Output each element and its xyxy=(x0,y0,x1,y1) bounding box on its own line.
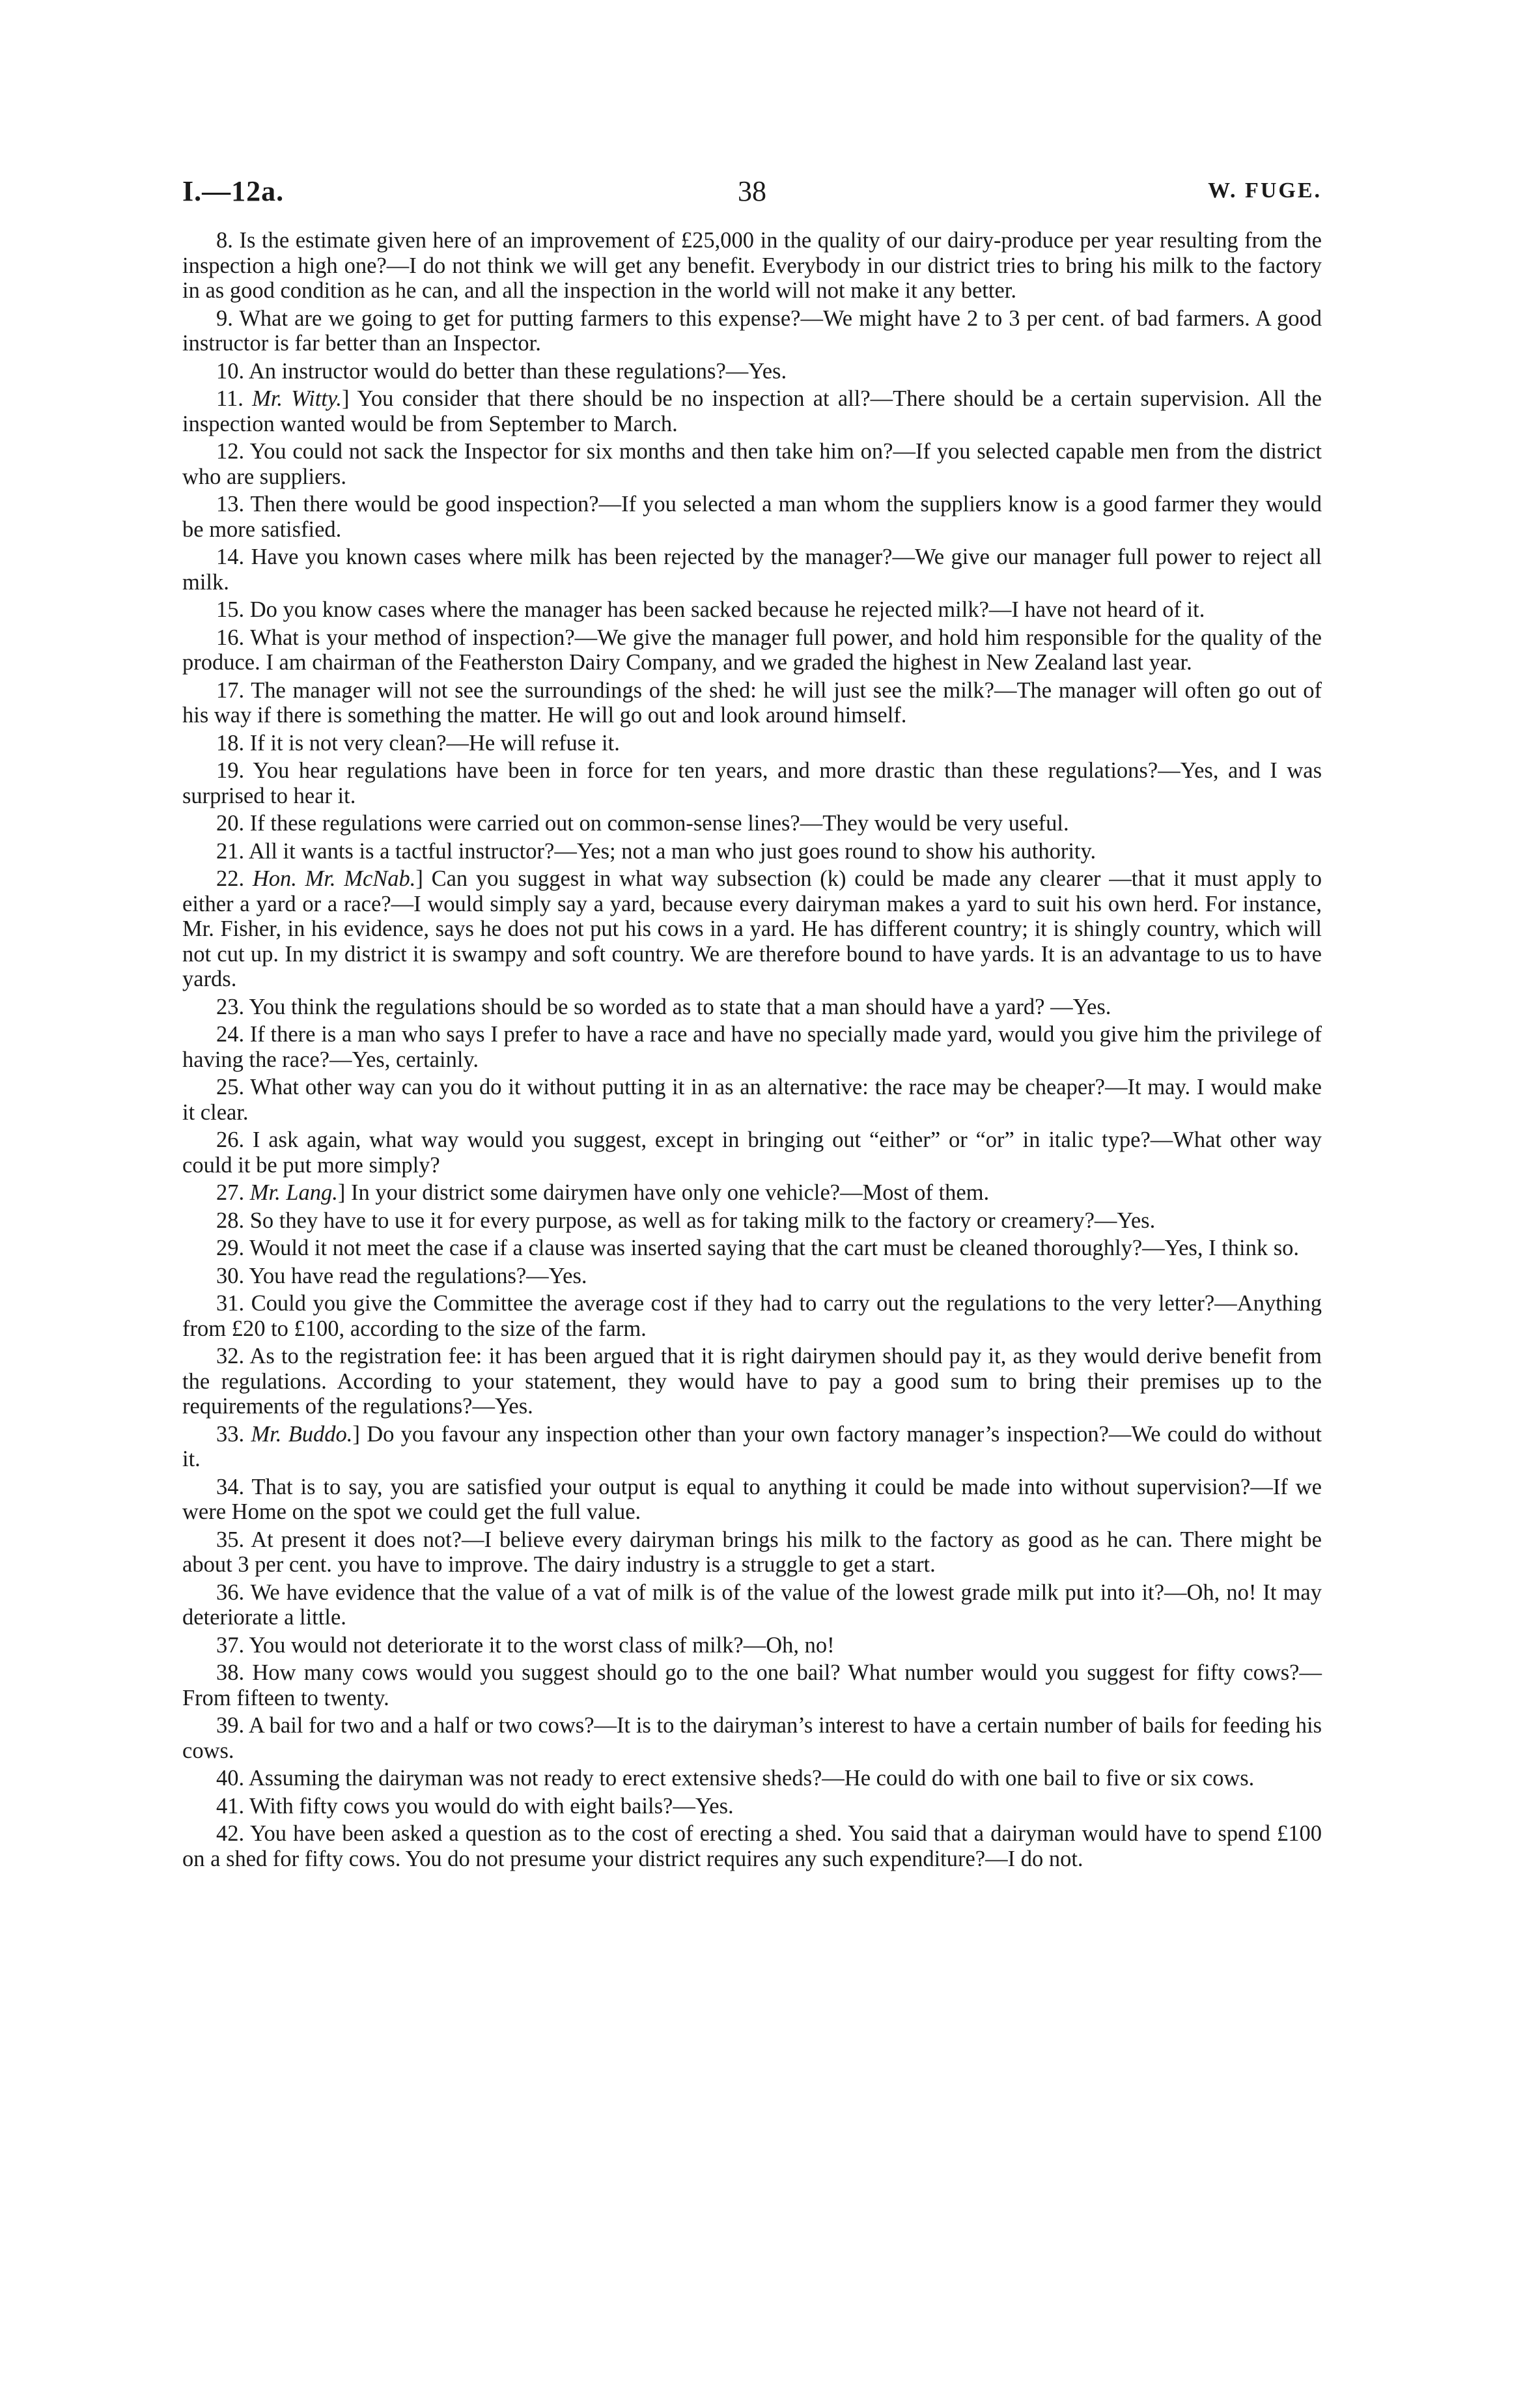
paragraph-text: 8. Is the estimate given here of an improvement of £25,000 in the quality of our dairy-produce per year resulting from the inspection a high one?—I do not think we will get any benefit. Everybody in our district tries to bring his milk to the factory in as good condition as he can, and all the inspection in the world will not make it any better. xyxy=(182,228,1322,303)
paragraph-text: 29. Would it not meet the case if a clause was inserted saying that the cart must be cleaned thoroughly?—Yes, I think so. xyxy=(216,1236,1300,1260)
paragraph-text: 13. Then there would be good inspection?—If you selected a man whom the suppliers know is a good farmer they would be more satisfied. xyxy=(182,492,1322,542)
speaker-name: Hon. Mr. McNab. xyxy=(252,866,416,891)
evidence-paragraph xyxy=(182,758,1322,808)
question-number: 27. xyxy=(216,1180,250,1205)
evidence-paragraph xyxy=(182,545,1322,595)
evidence-paragraph xyxy=(182,1291,1322,1341)
paragraph-text: 35. At present it does not?—I believe every dairyman brings his milk to the factory as good as he can. There might be about 3 per cent. you have to improve. The dairy industry is a struggle to get a start. xyxy=(182,1527,1322,1577)
paragraph-text: 32. As to the registration fee: it has been argued that it is right dairymen should pay it, as they would derive benefit from the regulations. According to your statement, they would have to pay a good sum to bring their premises up to the requirements of the regulations?—Yes. xyxy=(182,1344,1322,1419)
paragraph-text: 25. What other way can you do it without putting it in as an alternative: the race may be cheaper?—It may. I would make it clear. xyxy=(182,1075,1322,1125)
paragraph-text: 21. All it wants is a tactful instructor?—Yes; not a man who just goes round to show his authority. xyxy=(216,838,1097,864)
paragraph-text: 40. Assuming the dairyman was not ready to erect extensive sheds?—He could do with one bail to five or six cows. xyxy=(216,1766,1255,1791)
paragraph-text: 10. An instructor would do better than these regulations?—Yes. xyxy=(216,358,787,384)
paragraph-text: ] Do you favour any inspection other than your own factory manager’s inspection?—We could do without it. xyxy=(182,1421,1322,1471)
evidence-paragraph xyxy=(182,731,1322,756)
paragraph-text: 9. What are we going to get for putting farmers to this expense?—We might have 2 to 3 per cent. of bad farmers. A good instructor is far better than an Inspector. xyxy=(182,305,1322,356)
evidence-paragraph xyxy=(182,1236,1322,1261)
evidence-paragraph xyxy=(182,492,1322,542)
evidence-paragraph xyxy=(182,625,1322,675)
evidence-paragraph xyxy=(182,995,1322,1020)
paragraph-text: 14. Have you known cases where milk has been rejected by the manager?—We give our manager full power to reject all milk. xyxy=(182,545,1322,595)
paragraph-text: 30. You have read the regulations?—Yes. xyxy=(216,1263,587,1288)
evidence-paragraph xyxy=(182,1794,1322,1819)
paragraph-text: 20. If these regulations were carried out on common-sense lines?—They would be very useful. xyxy=(216,811,1069,836)
page-header xyxy=(182,175,1322,214)
paragraph-text: 28. So they have to use it for every purpose, as well as for taking milk to the factory or creamery?—Yes. xyxy=(216,1208,1156,1233)
witness-name: W. FUGE. xyxy=(1208,178,1322,203)
paragraph-text: 39. A bail for two and a half or two cows?—It is to the dairyman’s interest to have a certain number of bails for feeding his cows. xyxy=(182,1713,1322,1763)
evidence-paragraph xyxy=(182,866,1322,992)
paragraph-text: 38. How many cows would you suggest should go to the one bail? What number would you suggest for fifty cows?—From fifteen to twenty. xyxy=(182,1660,1322,1710)
question-number: 33. xyxy=(216,1421,251,1447)
question-number: 11. xyxy=(216,386,253,411)
evidence-paragraph xyxy=(182,811,1322,836)
page-number: 38 xyxy=(738,175,766,207)
paragraph-text: 34. That is to say, you are satisfied your output is equal to anything it could be made into without supervision?—If we were Home on the spot we could get the full value. xyxy=(182,1474,1322,1524)
paragraph-text: 42. You have been asked a question as to the cost of erecting a shed. You said that a dairyman would have to spend £100 on a shed for fifty cows. You do not presume your district requires any such expenditure?—I do not. xyxy=(182,1821,1322,1871)
speaker-name: Mr. Buddo. xyxy=(251,1421,353,1447)
evidence-paragraph xyxy=(182,1633,1322,1658)
evidence-paragraph xyxy=(182,1766,1322,1791)
evidence-paragraph xyxy=(182,1208,1322,1234)
evidence-paragraph xyxy=(182,1660,1322,1710)
paragraph-text: 24. If there is a man who says I prefer to have a race and have no specially made yard, would you give him the privilege of having the race?—Yes, certainly. xyxy=(182,1022,1322,1072)
speaker-name: Mr. Lang. xyxy=(249,1180,338,1205)
evidence-paragraph xyxy=(182,1821,1322,1871)
evidence-paragraph xyxy=(182,359,1322,384)
report-reference: I.—12a. xyxy=(182,175,285,207)
evidence-paragraph xyxy=(182,1344,1322,1419)
evidence-paragraph xyxy=(182,1422,1322,1472)
evidence-paragraph xyxy=(182,1475,1322,1525)
paragraph-text: ] You consider that there should be no inspection at all?—There should be a certain supervision. All the inspection wanted would be from September to March. xyxy=(182,386,1322,436)
evidence-paragraph xyxy=(182,1264,1322,1289)
paragraph-text: 12. You could not sack the Inspector for six months and then take him on?—If you selected capable men from the district who are suppliers. xyxy=(182,439,1322,489)
evidence-paragraph xyxy=(182,228,1322,304)
speaker-name: Mr. Witty. xyxy=(252,386,342,411)
paragraph-text: 15. Do you know cases where the manager has been sacked because he rejected milk?—I have not heard of it. xyxy=(216,597,1205,622)
evidence-paragraph xyxy=(182,1075,1322,1125)
evidence-paragraph xyxy=(182,1127,1322,1178)
paragraph-text: 41. With fifty cows you would do with eight bails?—Yes. xyxy=(216,1793,734,1819)
evidence-paragraph xyxy=(182,439,1322,489)
paragraph-text: 17. The manager will not see the surroundings of the shed: he will just see the milk?—The manager will often go out of his way if there is something the matter. He will go out and look around himself. xyxy=(182,677,1322,728)
evidence-paragraph xyxy=(182,1022,1322,1072)
evidence-text xyxy=(182,228,1322,1874)
paragraph-text: 31. Could you give the Committee the average cost if they had to carry out the regulations to the very letter?—Anything from £20 to £100, according to the size of the farm. xyxy=(182,1291,1322,1341)
paragraph-text: 23. You think the regulations should be so worded as to state that a man should have a yard? —Yes. xyxy=(216,994,1111,1019)
paragraph-text: 26. I ask again, what way would you suggest, except in bringing out “either” or “or” in italic type?—What other way could it be put more simply? xyxy=(182,1127,1322,1178)
paragraph-text: 16. What is your method of inspection?—We give the manager full power, and hold him responsible for the quality of the produce. I am chairman of the Featherston Dairy Company, and we graded the highest in New Zealand last year. xyxy=(182,625,1322,675)
paragraph-text: 37. You would not deteriorate it to the worst class of milk?—Oh, no! xyxy=(216,1632,835,1658)
evidence-paragraph xyxy=(182,1527,1322,1578)
evidence-paragraph xyxy=(182,1580,1322,1630)
paragraph-text: 19. You hear regulations have been in force for ten years, and more drastic than these regulations?—Yes, and I was surprised to hear it. xyxy=(182,758,1322,808)
paragraph-text: 18. If it is not very clean?—He will refuse it. xyxy=(216,730,620,756)
evidence-paragraph xyxy=(182,386,1322,436)
evidence-paragraph xyxy=(182,597,1322,623)
paragraph-text: 36. We have evidence that the value of a vat of milk is of the value of the lowest grade milk put into it?—Oh, no! It may deteriorate a little. xyxy=(182,1579,1322,1630)
evidence-paragraph xyxy=(182,839,1322,864)
evidence-paragraph xyxy=(182,306,1322,356)
paragraph-text: ] In your district some dairymen have only one vehicle?—Most of them. xyxy=(337,1180,990,1205)
evidence-paragraph xyxy=(182,1180,1322,1206)
paragraph-text: ] Can you suggest in what way subsection (k) could be made any clearer —that it must apply to either a yard or a race?—I would simply say a yard, because every dairyman makes a yard to suit his own herd. For instance, Mr. Fisher, in his evidence, says he does not put his cows in a yard. He has different country; it is shingly country, which will not cut up. In my district it is swampy and soft country. We are therefore bound to have yards. It is an advantage to us to have yards. xyxy=(182,866,1322,991)
evidence-paragraph xyxy=(182,1713,1322,1763)
question-number: 22. xyxy=(216,866,253,891)
evidence-paragraph xyxy=(182,678,1322,728)
